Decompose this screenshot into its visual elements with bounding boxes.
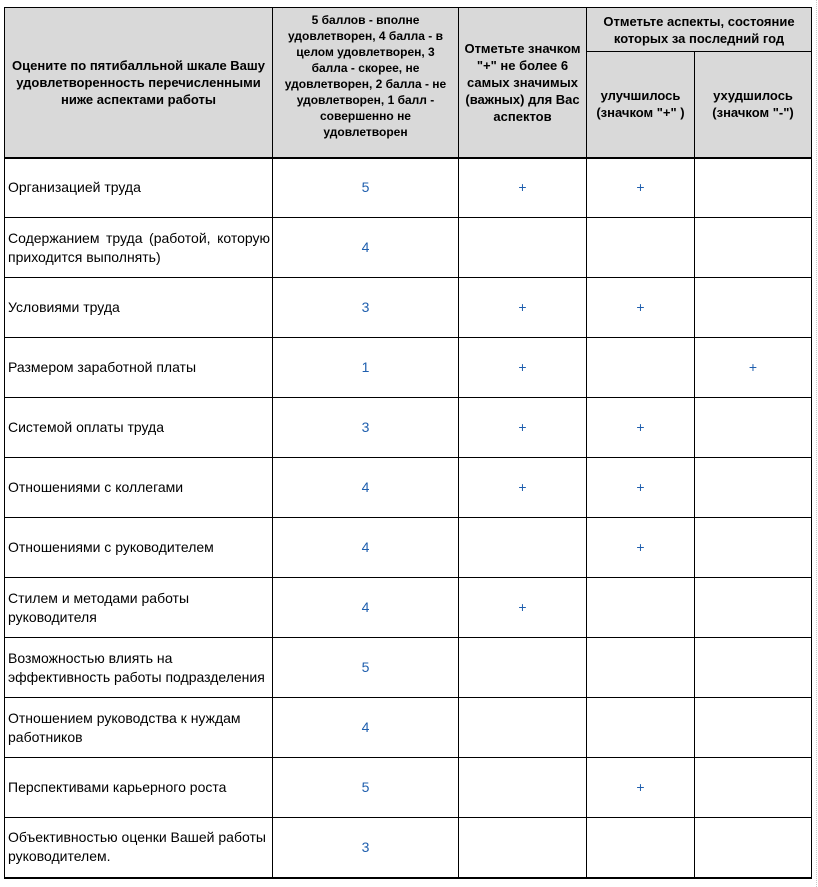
- improved-mark-cell[interactable]: [587, 698, 695, 758]
- aspect-cell[interactable]: Возможностью влиять на эффективность работы подразделения: [5, 638, 273, 698]
- improved-mark-cell[interactable]: [587, 218, 695, 278]
- score-cell[interactable]: 3: [273, 398, 459, 458]
- worsened-mark-cell[interactable]: [695, 458, 812, 518]
- score-cell[interactable]: 4: [273, 518, 459, 578]
- score-cell[interactable]: 5: [273, 638, 459, 698]
- aspect-cell[interactable]: Стилем и методами работы руководителя: [5, 578, 273, 638]
- header-important-column[interactable]: Отметьте значком "+" не более 6 самых значимых (важных) для Вас аспектов: [459, 8, 587, 158]
- worsened-mark-cell[interactable]: +: [695, 338, 812, 398]
- worsened-mark-cell[interactable]: [695, 218, 812, 278]
- score-cell[interactable]: 5: [273, 758, 459, 818]
- improved-mark-cell[interactable]: +: [587, 458, 695, 518]
- table-row: [5, 518, 812, 578]
- worsened-mark-cell[interactable]: [695, 698, 812, 758]
- table-row: [5, 158, 812, 218]
- worsened-mark-cell[interactable]: [695, 578, 812, 638]
- important-mark-cell[interactable]: [459, 818, 587, 878]
- important-mark-cell[interactable]: +: [459, 338, 587, 398]
- score-cell[interactable]: 3: [273, 818, 459, 878]
- worsened-mark-cell[interactable]: [695, 638, 812, 698]
- table-row: [5, 458, 812, 518]
- table-row: [5, 338, 812, 398]
- table-row: [5, 278, 812, 338]
- score-cell[interactable]: 5: [273, 158, 459, 218]
- aspect-cell[interactable]: Системой оплаты труда: [5, 398, 273, 458]
- header-yearly-change-group[interactable]: Отметьте аспекты, состояние которых за последний год: [587, 8, 812, 52]
- header-aspect-column[interactable]: Оцените по пятибалльной шкале Вашу удовлетворенность перечисленными ниже аспектами работы: [5, 8, 273, 158]
- improved-mark-cell[interactable]: +: [587, 518, 695, 578]
- important-mark-cell[interactable]: [459, 518, 587, 578]
- table-header: [5, 8, 812, 158]
- improved-mark-cell[interactable]: [587, 338, 695, 398]
- improved-mark-cell[interactable]: [587, 818, 695, 878]
- worsened-mark-cell[interactable]: [695, 398, 812, 458]
- table-body: [5, 158, 812, 878]
- improved-mark-cell[interactable]: [587, 638, 695, 698]
- aspect-cell[interactable]: Отношениями с коллегами: [5, 458, 273, 518]
- table-row: [5, 698, 812, 758]
- table-row: [5, 638, 812, 698]
- aspect-cell[interactable]: Отношениями с руководителем: [5, 518, 273, 578]
- improved-mark-cell[interactable]: +: [587, 398, 695, 458]
- table-row: [5, 398, 812, 458]
- important-mark-cell[interactable]: +: [459, 578, 587, 638]
- sheet-gridline: [816, 0, 817, 887]
- aspect-cell[interactable]: Организацией труда: [5, 158, 273, 218]
- header-scale-column[interactable]: 5 баллов - вполне удовлетворен, 4 балла - в целом удовлетворен, 3 балла - скорее, не удовлетворен, 2 балла - не удовлетворен, 1 балл - совершенно не удовлетворен: [273, 8, 459, 158]
- survey-sheet: [4, 7, 811, 881]
- satisfaction-survey-table: [4, 7, 812, 879]
- score-cell[interactable]: 4: [273, 578, 459, 638]
- important-mark-cell[interactable]: [459, 698, 587, 758]
- score-cell[interactable]: 1: [273, 338, 459, 398]
- improved-mark-cell[interactable]: +: [587, 758, 695, 818]
- important-mark-cell[interactable]: +: [459, 278, 587, 338]
- worsened-mark-cell[interactable]: [695, 818, 812, 878]
- important-mark-cell[interactable]: +: [459, 398, 587, 458]
- aspect-cell[interactable]: Размером заработной платы: [5, 338, 273, 398]
- aspect-cell[interactable]: Отношением руководства к нуждам работников: [5, 698, 273, 758]
- important-mark-cell[interactable]: +: [459, 158, 587, 218]
- score-cell[interactable]: 4: [273, 218, 459, 278]
- table-row: [5, 578, 812, 638]
- aspect-cell[interactable]: Содержанием труда (работой, которую приходится выполнять): [5, 218, 273, 278]
- important-mark-cell[interactable]: [459, 758, 587, 818]
- worsened-mark-cell[interactable]: [695, 278, 812, 338]
- worsened-mark-cell[interactable]: [695, 158, 812, 218]
- improved-mark-cell[interactable]: +: [587, 278, 695, 338]
- improved-mark-cell[interactable]: [587, 578, 695, 638]
- worsened-mark-cell[interactable]: [695, 518, 812, 578]
- important-mark-cell[interactable]: [459, 218, 587, 278]
- worsened-mark-cell[interactable]: [695, 758, 812, 818]
- table-row: [5, 818, 812, 878]
- important-mark-cell[interactable]: +: [459, 458, 587, 518]
- header-worsened-column[interactable]: ухудшилось (значком "-"): [695, 52, 812, 158]
- important-mark-cell[interactable]: [459, 638, 587, 698]
- improved-mark-cell[interactable]: +: [587, 158, 695, 218]
- aspect-cell[interactable]: Условиями труда: [5, 278, 273, 338]
- score-cell[interactable]: 4: [273, 698, 459, 758]
- aspect-cell[interactable]: Объективностью оценки Вашей работы руководителем.: [5, 818, 273, 878]
- table-row: [5, 218, 812, 278]
- score-cell[interactable]: 3: [273, 278, 459, 338]
- header-improved-column[interactable]: улучшилось (значком "+" ): [587, 52, 695, 158]
- table-row: [5, 758, 812, 818]
- score-cell[interactable]: 4: [273, 458, 459, 518]
- aspect-cell[interactable]: Перспективами карьерного роста: [5, 758, 273, 818]
